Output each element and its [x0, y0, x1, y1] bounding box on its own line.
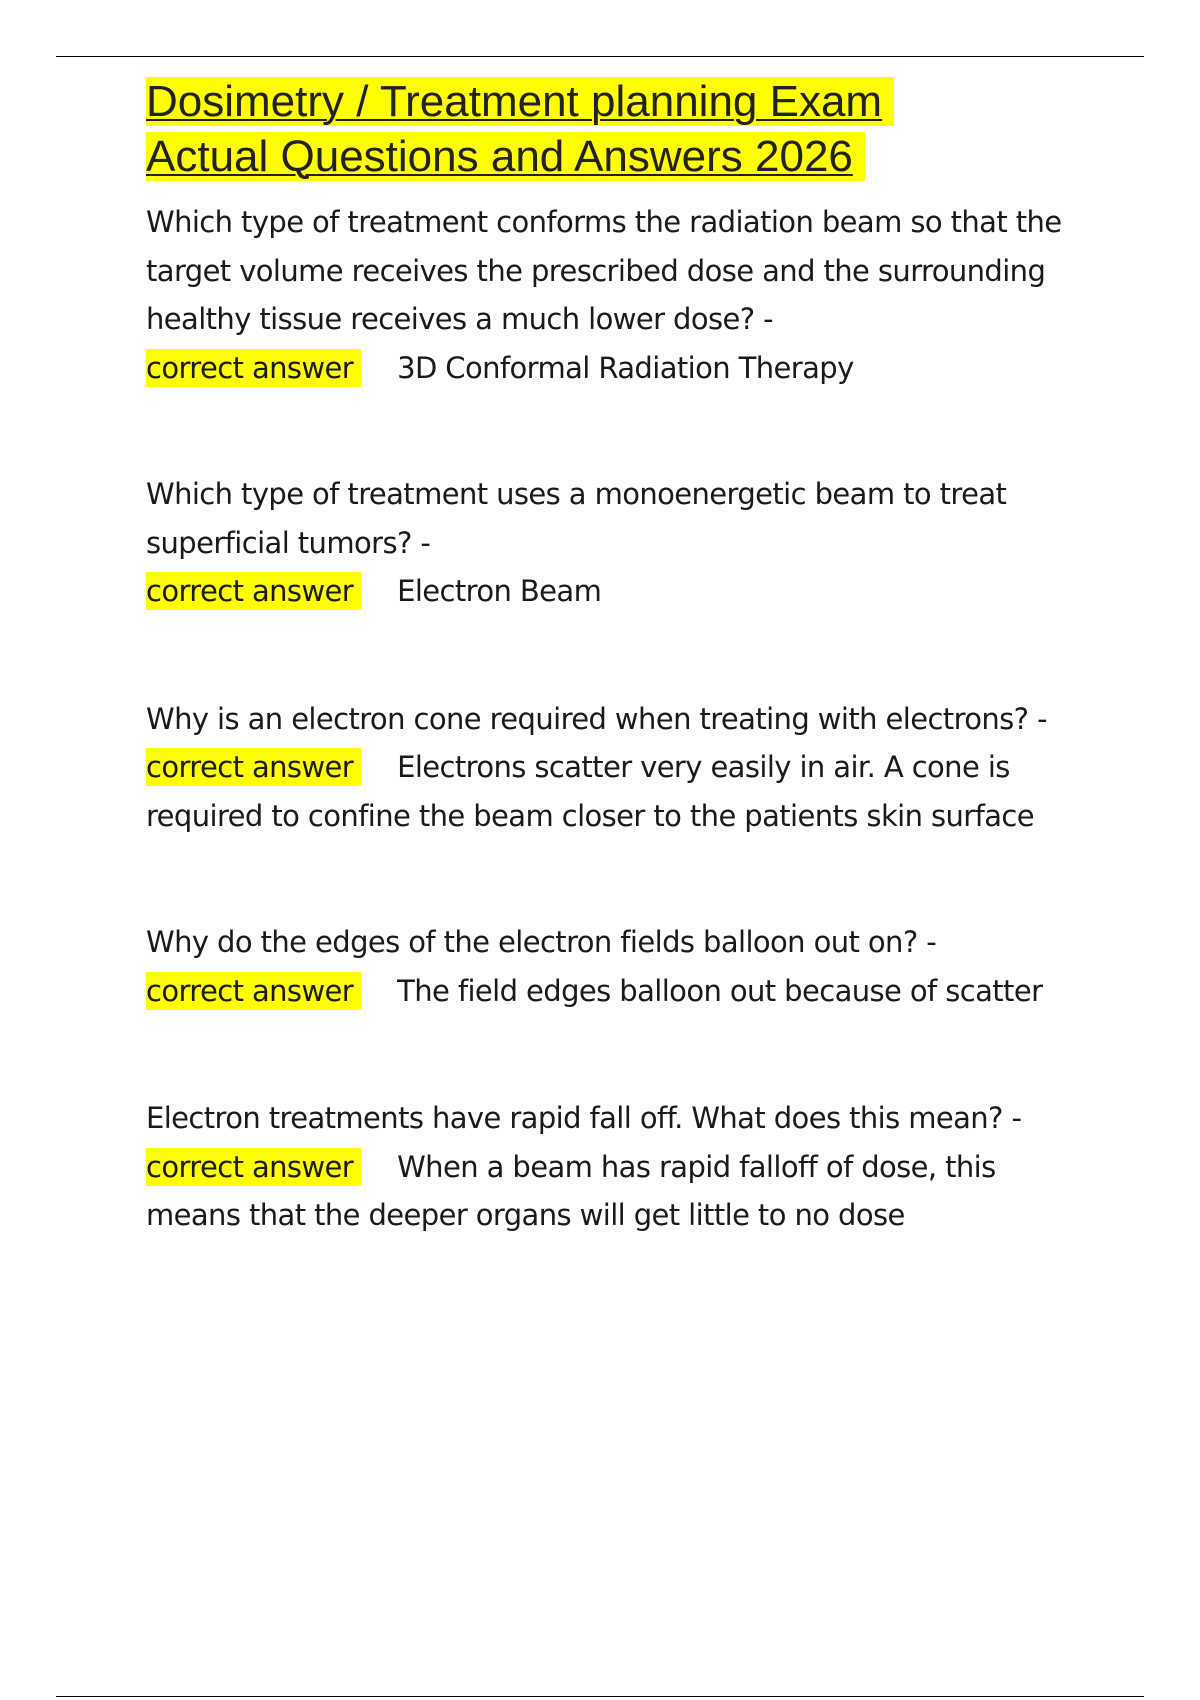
answer-tag: correct answer — [146, 1148, 361, 1186]
answer-5-text: When a beam has rapid falloff of dose, this — [397, 1149, 996, 1184]
answer-5-text-continued: means that the deeper organs will get little to no dose — [146, 1198, 905, 1232]
question-1-line-1: Which type of treatment conforms the radiation beam so that the — [146, 205, 1062, 239]
question-1-line-3: healthy tissue receives a much lower dose? - — [146, 302, 774, 336]
title-line-1: Dosimetry / Treatment planning Exam — [146, 77, 894, 126]
bottom-rule — [56, 1696, 1144, 1697]
question-2 — [146, 470, 1086, 567]
answer-tag: correct answer — [146, 349, 361, 387]
question-4-line-1: Why do the edges of the electron fields balloon out on? - — [146, 925, 937, 959]
question-2-line-2: superficial tumors? - — [146, 525, 431, 560]
answer-2 — [146, 567, 1086, 616]
question-3-line-1: Why is an electron cone required when treating with electrons? - — [146, 701, 1047, 736]
question-3 — [146, 695, 1086, 744]
answer-3-text: Electrons scatter very easily in air. A cone is — [397, 750, 1010, 784]
answer-1 — [146, 344, 1086, 393]
question-4 — [146, 918, 1086, 967]
answer-4-text: The field edges balloon out because of scatter — [397, 973, 1043, 1008]
document-title — [146, 74, 1086, 184]
answer-4 — [146, 967, 1086, 1016]
question-5 — [146, 1094, 1086, 1143]
qa-item-5 — [146, 1094, 1086, 1240]
title-line-2: Actual Questions and Answers 2026 — [146, 132, 865, 181]
qa-item-4 — [146, 918, 1086, 1015]
qa-item-2 — [146, 470, 1086, 616]
answer-tag: correct answer — [146, 748, 361, 786]
top-rule — [56, 56, 1144, 57]
answer-2-text: Electron Beam — [397, 574, 602, 608]
answer-3-text-continued: required to confine the beam closer to the patients skin surface — [146, 798, 1034, 833]
qa-item-3 — [146, 695, 1086, 841]
answer-1-text: 3D Conformal Radiation Therapy — [397, 350, 854, 385]
question-1 — [146, 198, 1086, 344]
answer-3 — [146, 743, 1086, 840]
document-body — [146, 74, 1086, 1240]
answer-5 — [146, 1143, 1086, 1240]
question-2-line-1: Which type of treatment uses a monoenergetic beam to treat — [146, 477, 1007, 511]
question-1-line-2: target volume receives the prescribed dose and the surrounding — [146, 253, 1046, 288]
answer-tag: correct answer — [146, 972, 361, 1010]
answer-tag: correct answer — [146, 572, 361, 610]
qa-item-1 — [146, 198, 1086, 392]
question-5-line-1: Electron treatments have rapid fall off. What does this mean? - — [146, 1101, 1022, 1135]
